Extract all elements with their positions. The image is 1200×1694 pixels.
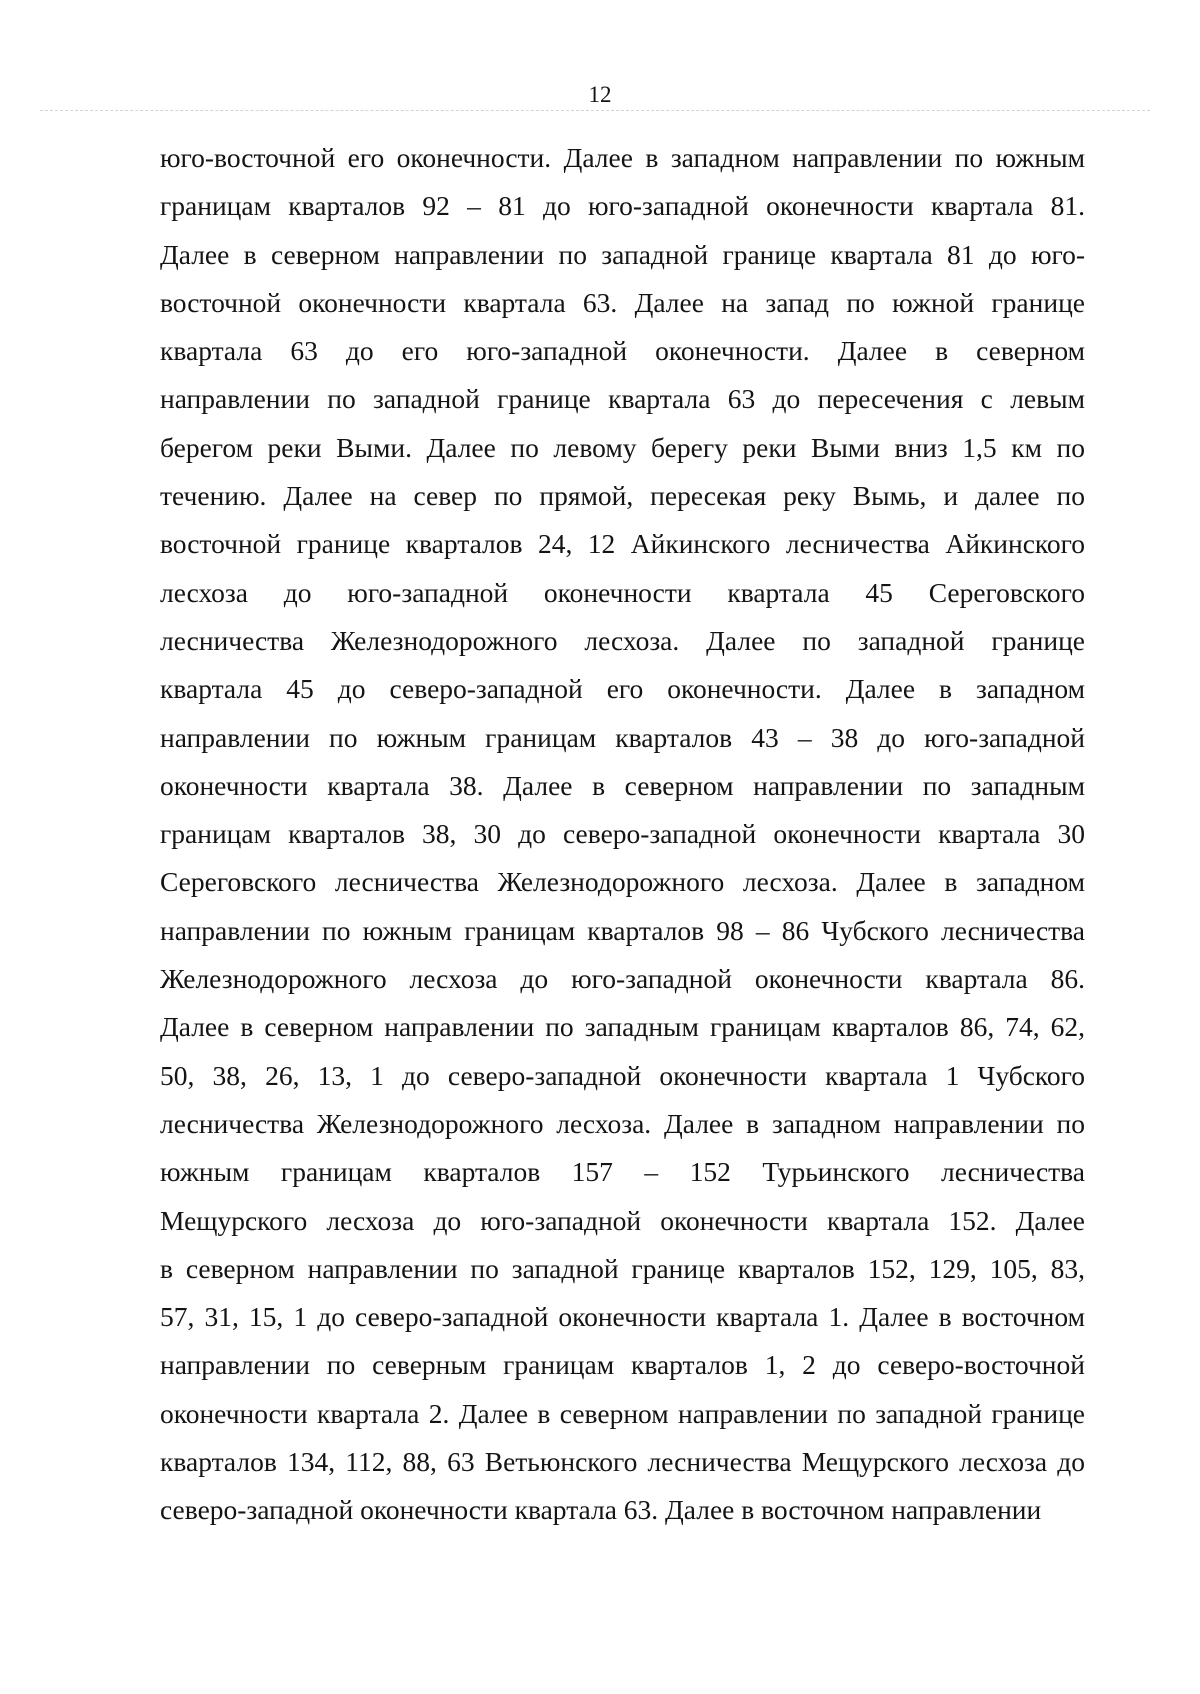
text-line: Далее в северном направлении по западным границам кварталов 86, 74, 62, xyxy=(160,1011,1085,1043)
text-line: восточной оконечности квартала 63. Далее на запад по южной границе xyxy=(160,286,1085,318)
text-line: направлении по южным границам кварталов 98 – 86 Чубского лесничества xyxy=(160,914,1085,946)
text-line: в северном направлении по западной границе кварталов 152, 129, 105, 83, xyxy=(160,1252,1085,1284)
text-line: оконечности квартала 38. Далее в северном направлении по западным xyxy=(160,769,1085,801)
text-line: направлении по северным границам кварталов 1, 2 до северо-восточной xyxy=(160,1349,1085,1381)
text-line: кварталов 134, 112, 88, 63 Ветьюнского лесничества Мещурского лесхоза до xyxy=(160,1446,1085,1478)
text-line: лесхоза до юго-западной оконечности квартала 45 Сереговского xyxy=(160,576,1085,608)
text-line: Далее в северном направлении по западной границе квартала 81 до юго- xyxy=(160,238,1085,270)
text-line: 50, 38, 26, 13, 1 до северо-западной оконечности квартала 1 Чубского xyxy=(160,1059,1085,1091)
text-line: границам кварталов 92 – 81 до юго-западной оконечности квартала 81. xyxy=(160,190,1085,222)
text-line: квартала 63 до его юго-западной оконечности. Далее в северном xyxy=(160,335,1085,367)
text-line: восточной границе кварталов 24, 12 Айкинского лесничества Айкинского xyxy=(160,528,1085,560)
text-line: Сереговского лесничества Железнодорожного лесхоза. Далее в западном xyxy=(160,866,1085,898)
text-line: границам кварталов 38, 30 до северо-западной оконечности квартала 30 xyxy=(160,818,1085,850)
text-line: направлении по западной границе квартала 63 до пересечения с левым xyxy=(160,383,1085,415)
page-number: 12 xyxy=(588,82,612,107)
text-line: Мещурского лесхоза до юго-западной оконечности квартала 152. Далее xyxy=(160,1204,1085,1236)
text-line: лесничества Железнодорожного лесхоза. Далее в западном направлении по xyxy=(160,1107,1085,1139)
text-line: лесничества Железнодорожного лесхоза. Далее по западной границе xyxy=(160,624,1085,656)
text-line: оконечности квартала 2. Далее в северном направлении по западной границе xyxy=(160,1397,1085,1429)
text-line: берегом реки Выми. Далее по левому берегу реки Выми вниз 1,5 км по xyxy=(160,431,1085,463)
scan-artifact-line xyxy=(40,110,1150,111)
body-paragraph xyxy=(160,134,1085,1535)
text-line: Железнодорожного лесхоза до юго-западной оконечности квартала 86. xyxy=(160,963,1085,995)
text-line: юго-восточной его оконечности. Далее в западном направлении по южным xyxy=(160,142,1085,173)
text-line: южным границам кварталов 157 – 152 Турьинского лесничества xyxy=(160,1156,1085,1188)
text-line: 57, 31, 15, 1 до северо-западной оконечности квартала 1. Далее в восточном xyxy=(160,1301,1085,1333)
text-line: течению. Далее на север по прямой, пересекая реку Вымь, и далее по xyxy=(160,480,1085,512)
text-line: направлении по южным границам кварталов 43 – 38 до юго-западной xyxy=(160,721,1085,753)
text-line: квартала 45 до северо-западной его оконечности. Далее в западном xyxy=(160,673,1085,705)
text-line: северо-западной оконечности квартала 63. Далее в восточном направлении xyxy=(160,1494,1042,1526)
